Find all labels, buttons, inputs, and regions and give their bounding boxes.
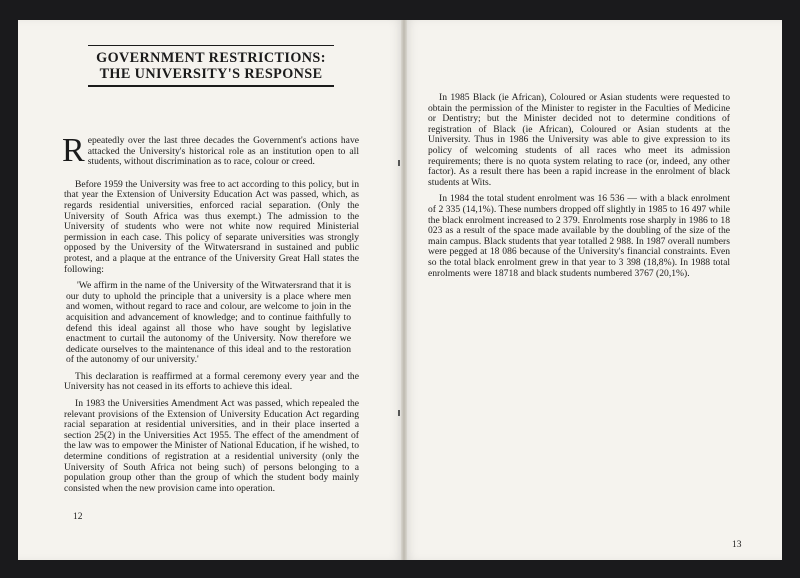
drop-cap: R [62, 132, 85, 169]
heading-bottom-rule [88, 85, 334, 86]
heading-line-2: THE UNIVERSITY'S RESPONSE [99, 66, 323, 83]
paragraph-enrolment: In 1984 the total student enrolment was 16 536 — with a black enrolment of 2 335 (14,1%). These numbers dropped off slightly in 1985 to 16 497 while the black enrolment increased to 2 379. Enrolments rose sharply in 1986 to 18 023 as a result of the space made available by the doubling of the size of the main campus. Black students that year totalled 2 988. In 1987 overall numbers were pegged at 18 086 because of the University's financial constraints. Even so the total black enrolment grew in that year to 3 398 (18,8%). In 1988 total enrolments were 18718 and black students numbered 3767 (20,1%). [428, 193, 730, 279]
left-column [62, 132, 359, 500]
page-number-left: 12 [73, 512, 83, 522]
paragraph-1985: In 1985 Black (ie African), Coloured or Asian students were requested to obtain the permission of the Minister to register in the Faculties of Medicine or Dentistry; but the Minister decided not to determine conditions of registration of Black (ie African), Coloured or Asian students at the University. Thus in 1986 the University was able to give expression to its policy of welcoming students of all races who meet its admission requirements; there is no quota system relating to race (or, indeed, any other factor). As a result there has been a rapid increase in the enrolment of black students at Wits. [428, 92, 730, 188]
page-number-right: 13 [732, 540, 742, 550]
fold-mark-top [398, 160, 400, 166]
section-heading [88, 45, 334, 87]
book-gutter [401, 20, 407, 560]
fold-mark-bottom [398, 410, 400, 416]
paragraph-declaration: This declaration is reaffirmed at a formal ceremony every year and the University has not ceased in its efforts to achieve this ideal. [64, 370, 359, 393]
paragraph-before-1959: Before 1959 the University was free to act according to this policy, but in that year the Extension of University Education Act was passed, which, as regards residential universities, enforced racial separation. (Only the University of South Africa was thus exempt.) The admission to the University of students who were not white now required Ministerial permission in each case. This policy of separate universities was strongly opposed by the University of the Witwatersrand in sustained and public protest, and a plaque at the entrance of the University Great Hall states the following: [64, 178, 359, 275]
right-column [428, 93, 730, 285]
intro-paragraph [62, 132, 359, 169]
heading-line-1: GOVERNMENT RESTRICTIONS: [96, 50, 326, 67]
paragraph-1983-act: In 1983 the Universities Amendment Act was passed, which repealed the relevant provisions of the Extension of University Education Act regarding racial separation at residential universities, and in their place inserted a section 25(2) in the Universities Act 1955. The effect of the amendment of the law was to empower the Minister of National Education, if he wished, to determine conditions of registration at a residential university (only the University of South Africa not being such) of persons belonging to a population group other than the group of which the student body mainly consisted when the new provision came into operation. [64, 398, 359, 494]
plaque-quote: 'We affirm in the name of the University of the Witwatersrand that it is our duty to uphold the principle that a university is a place where men and women, without regard to race and colour, are welcome to join in the acquisition and advancement of knowledge; and to continue faithfully to defend this ideal against all those who have sought by legislative enactment to curtail the autonomy of the University. Now therefore we dedicate ourselves to the maintenance of this ideal and to the restoration of the autonomy of our university.' [66, 280, 351, 366]
intro-text: epeatedly over the last three decades the Government's actions have attacked the University's historical role as an institution open to all students, without discrimination as to race, colour or creed. [87, 135, 359, 168]
